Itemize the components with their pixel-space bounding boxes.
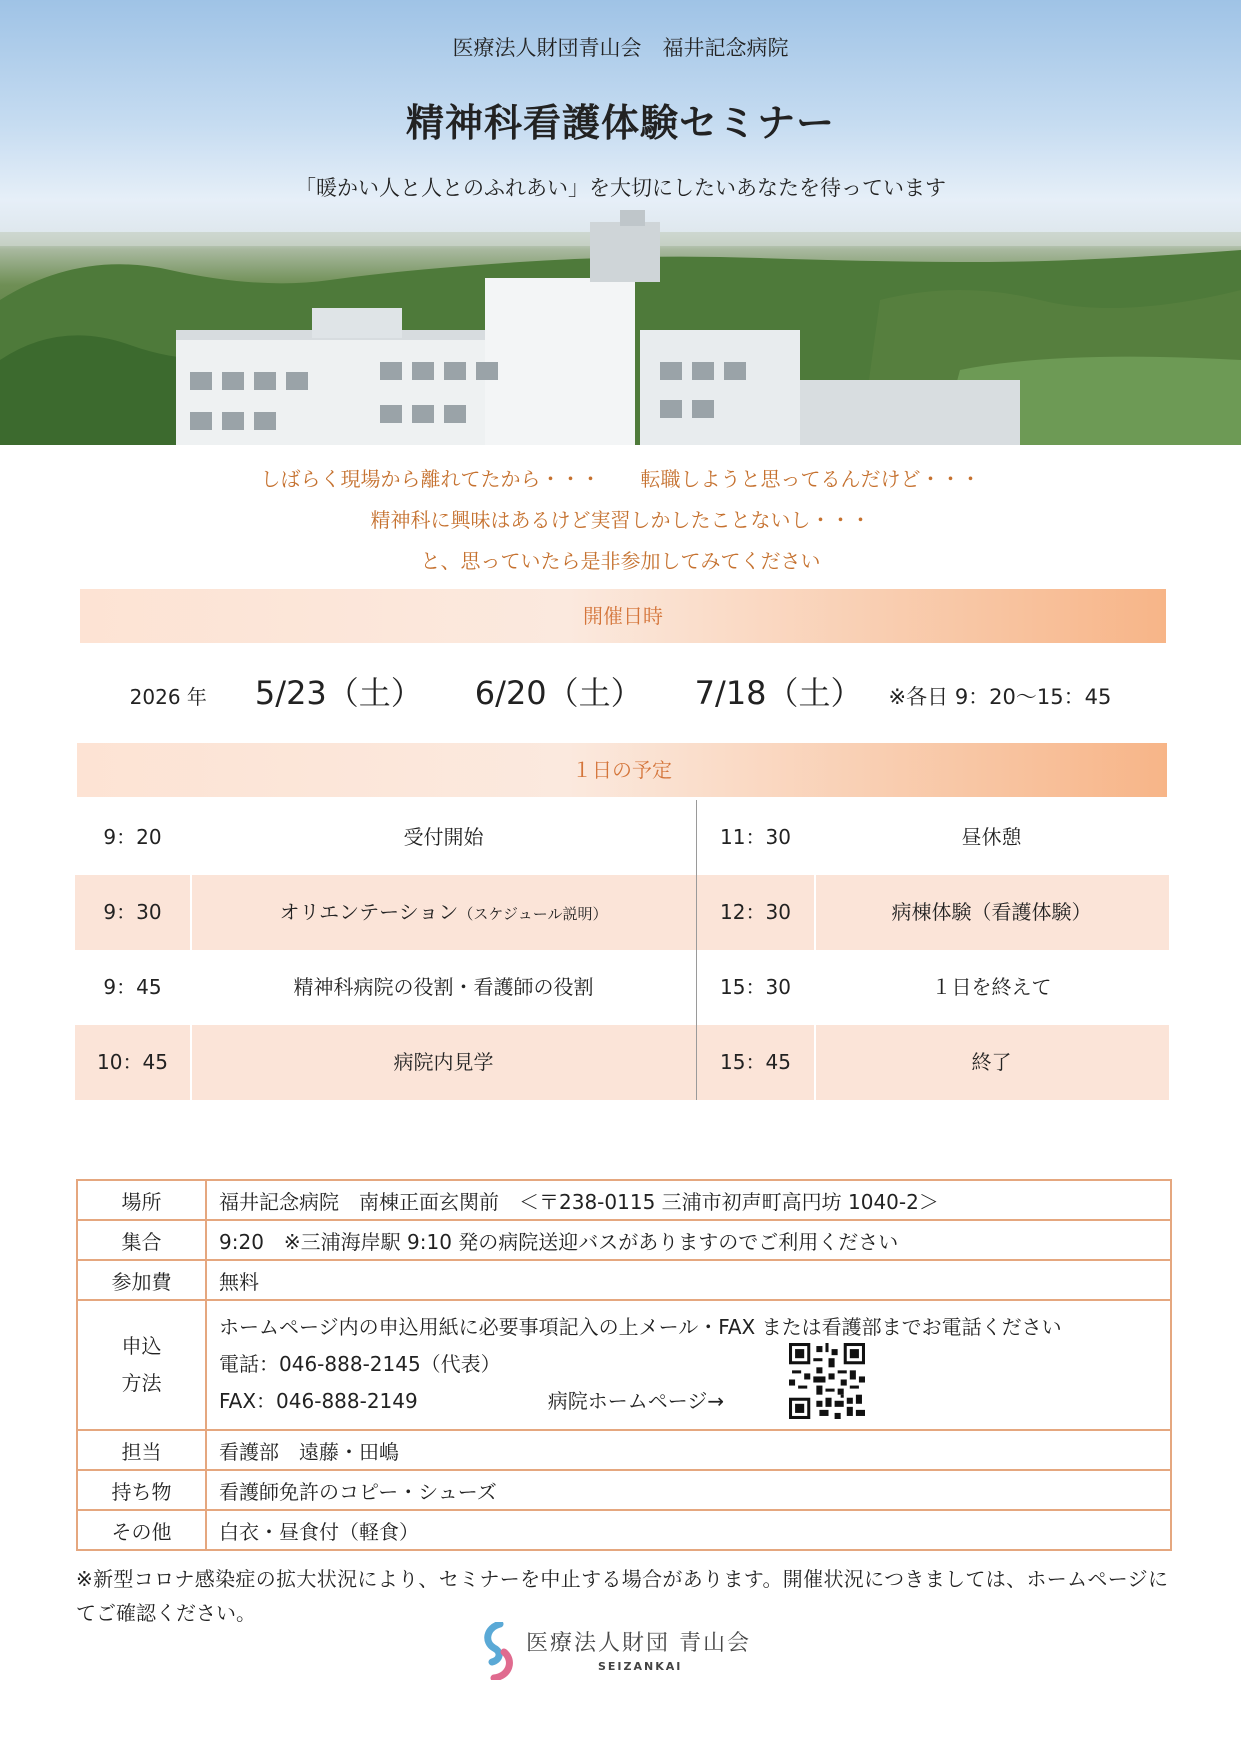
info-value: 無料 bbox=[219, 1269, 259, 1294]
info-row-fee bbox=[78, 1259, 1170, 1299]
schedule-time: 11：30 bbox=[720, 825, 791, 849]
event-date-3: 7/18（土） bbox=[694, 674, 863, 712]
logo-text-jp: 医療法人財団 青山会 bbox=[526, 1631, 751, 1656]
info-row-meet bbox=[78, 1219, 1170, 1259]
schedule-activity: 昼休憩 bbox=[961, 825, 1022, 849]
schedule-table bbox=[75, 800, 1169, 1100]
page-title: 精神科看護体験セミナー bbox=[405, 101, 835, 145]
info-label: 担当 bbox=[78, 1431, 207, 1469]
info-value: 看護部 遠藤・田嶋 bbox=[219, 1439, 399, 1464]
lead-line-3: と、思っていたら是非参加してみてください bbox=[420, 549, 821, 573]
seizankai-logo bbox=[478, 1622, 778, 1682]
homepage-label: 病院ホームページ→ bbox=[547, 1389, 725, 1413]
info-value: 福井記念病院 南棟正面玄関前 ＜〒238-0115 三浦市初声町高円坊 1040-2＞ bbox=[219, 1189, 939, 1214]
schedule-divider bbox=[696, 800, 697, 1100]
event-time-note: ※各日 9：20〜15：45 bbox=[888, 685, 1112, 709]
logo-text-en: SEIZANKAI bbox=[598, 1660, 683, 1673]
apply-fax-row bbox=[219, 1383, 1170, 1420]
schedule-activity bbox=[190, 800, 697, 875]
schedule-activity-text: 病院内見学 bbox=[393, 1050, 494, 1074]
schedule-activity-note: （スケジュール説明） bbox=[458, 905, 608, 923]
info-label bbox=[78, 1301, 207, 1429]
schedule-activity: 病棟体験（看護体験） bbox=[891, 900, 1092, 924]
seizankai-logo-mark-icon bbox=[478, 1622, 518, 1680]
schedule-activity-text: 精神科病院の役割・看護師の役割 bbox=[293, 975, 594, 999]
info-label: 参加費 bbox=[78, 1261, 207, 1299]
apply-fax: FAX：046-888-2149 bbox=[219, 1389, 418, 1413]
event-date-2: 6/20（土） bbox=[474, 674, 643, 712]
info-value bbox=[207, 1301, 1170, 1429]
info-row-place bbox=[78, 1181, 1170, 1219]
schedule-activity: 終了 bbox=[971, 1050, 1012, 1074]
info-value: 看護師免許のコピー・シューズ bbox=[219, 1479, 497, 1504]
qr-code-icon[interactable] bbox=[789, 1343, 865, 1419]
event-year: 2026 年 bbox=[129, 685, 207, 709]
lead-line-1: しばらく現場から離れてたから・・・ 転職しようと思ってるんだけど・・・ bbox=[260, 467, 981, 491]
schedule-activity-text: 受付開始 bbox=[403, 825, 484, 849]
hospital-building-illustration bbox=[0, 0, 1241, 445]
footnote: ※新型コロナ感染症の拡大状況により、セミナーを中止する場合があります。開催状況につきましては、ホームページにてご確認ください。 bbox=[76, 1567, 1168, 1625]
info-label: その他 bbox=[78, 1511, 207, 1549]
tagline: 「暖かい人と人とのふれあい」を大切にしたいあなたを待っています bbox=[295, 176, 946, 200]
info-label: 持ち物 bbox=[78, 1471, 207, 1509]
schedule-time: 12：30 bbox=[697, 875, 816, 950]
info-row-bring bbox=[78, 1469, 1170, 1509]
info-value: 9:20 ※三浦海岸駅 9:10 発の病院送迎バスがありますのでご利用ください bbox=[219, 1229, 899, 1254]
schedule-row bbox=[75, 875, 1169, 950]
schedule-activity bbox=[190, 875, 697, 950]
schedule-activity: １日を終えて bbox=[931, 975, 1052, 999]
schedule-row bbox=[75, 800, 1169, 875]
info-label-line: 申込 bbox=[121, 1334, 162, 1358]
schedule-row bbox=[75, 1025, 1169, 1100]
schedule-time: 15：30 bbox=[720, 975, 791, 999]
info-value: 白衣・昼食付（軽食） bbox=[219, 1519, 419, 1544]
apply-phone: 電話：046-888-2145（代表） bbox=[219, 1352, 501, 1376]
schedule-activity bbox=[190, 950, 697, 1025]
info-label: 集合 bbox=[78, 1221, 207, 1259]
schedule-time: 15：45 bbox=[697, 1025, 816, 1100]
schedule-time: 9：45 bbox=[103, 975, 162, 999]
hospital-name: 医療法人財団青山会 福井記念病院 bbox=[452, 36, 789, 60]
apply-instructions: ホームページ内の申込用紙に必要事項記入の上メール・FAX または看護部までお電話ください bbox=[219, 1315, 1062, 1339]
schedule-activity-text: オリエンテーション bbox=[279, 900, 459, 924]
schedule-row bbox=[75, 950, 1169, 1025]
schedule-activity bbox=[190, 1025, 697, 1100]
schedule-time: 10：45 bbox=[75, 1025, 192, 1100]
schedule-time: 9：20 bbox=[103, 825, 162, 849]
event-dates bbox=[0, 668, 1241, 714]
info-row-contact bbox=[78, 1429, 1170, 1469]
event-date-1: 5/23（土） bbox=[254, 674, 423, 712]
dates-heading-band: 開催日時 bbox=[80, 589, 1166, 643]
hero-photo bbox=[0, 0, 1241, 445]
info-row-apply bbox=[78, 1299, 1170, 1429]
info-label: 場所 bbox=[78, 1181, 207, 1219]
lead-line-2: 精神科に興味はあるけど実習しかしたことないし・・・ bbox=[370, 508, 871, 532]
info-label-line: 方法 bbox=[121, 1371, 162, 1395]
schedule-time: 9：30 bbox=[75, 875, 192, 950]
schedule-heading-band: １日の予定 bbox=[77, 743, 1167, 797]
info-table bbox=[76, 1179, 1172, 1551]
info-row-other bbox=[78, 1509, 1170, 1549]
